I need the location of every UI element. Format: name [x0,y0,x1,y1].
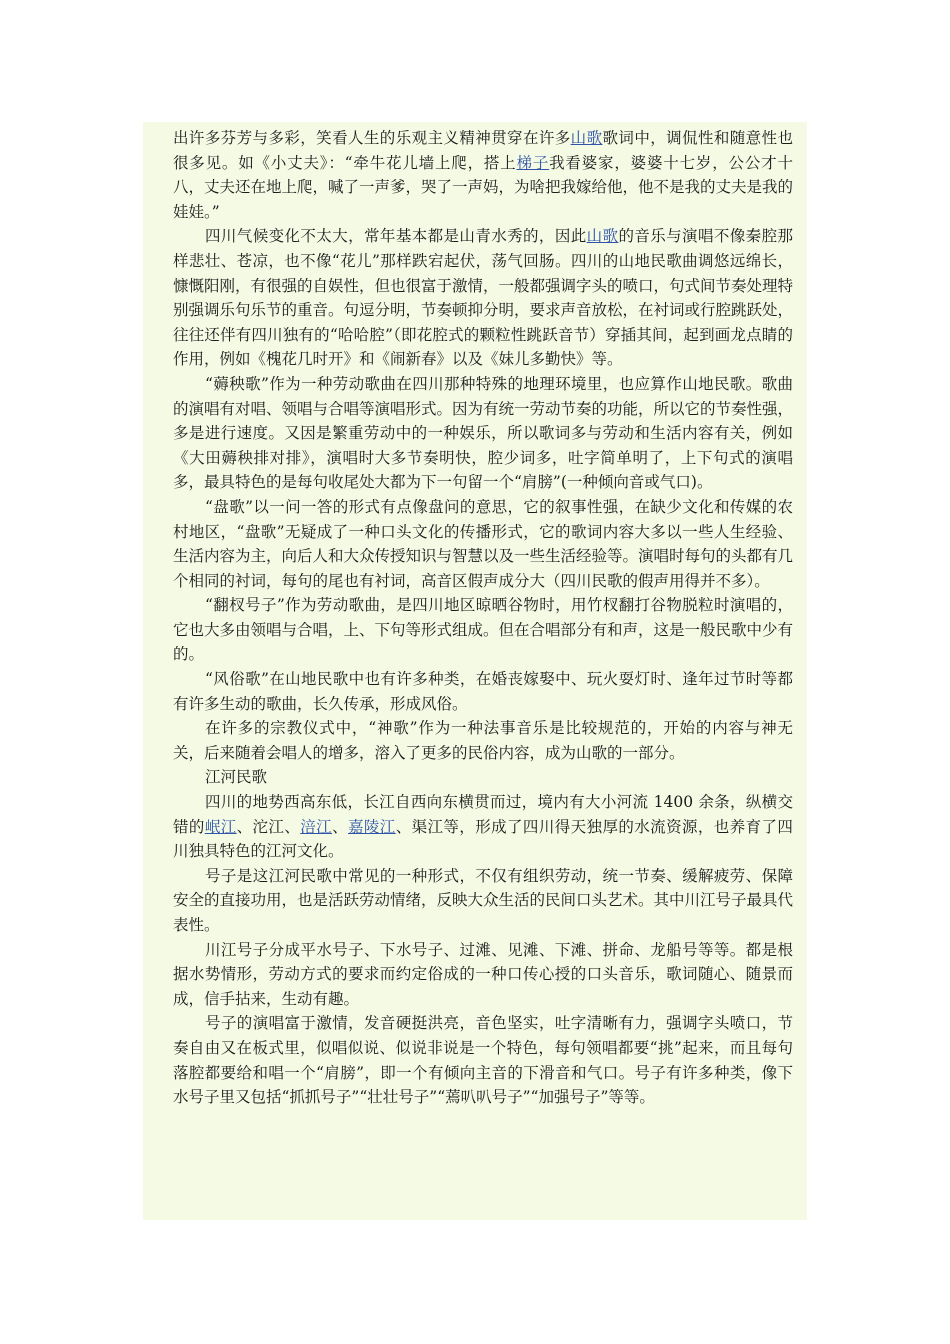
paragraph-haozi-singing: 号子的演唱富于激情，发音硬挺洪亮，音色坚实，吐字清晰有力，强调字头喷口，节奏自由又在板式里，似唱似说、似说非说是一个特色，每句领唱都要“挑”起来，而且每句落腔都要给和唱一个“肩膀”，即一个有倾向主音的下滑音和气口。号子有许多种类，像下水号子里又包括“抓抓号子”“壮壮号子”“蔫叭叭号子”“加强号子”等等。 [173,1014,793,1107]
text-span: 、渠江等，形成了四川得天独厚的水流资源，也养育了四川独具特色的江河文化。 [173,817,793,861]
paragraph-river-geography [173,790,793,864]
section-heading: 江河民歌 [205,768,268,787]
text-span: 出许多芬芳与多彩，笑看人生的乐观主义精神贯穿在许多 [173,129,571,147]
paragraph-sichuan-climate [173,224,793,372]
text-span: 四川的地势西高东低，长江自西向东横贯而过，境内有大小河流 1400 余条，纵横交错的 [173,793,793,836]
text-span: 我看婆家，婆婆十七岁，公公才十八，丈夫还在地上爬，喊了一声爹，哭了一声妈，为啥把我嫁给他，他不是我的丈夫是我的娃娃。” [173,153,794,221]
paragraph-fancha-haozi: “翻杈号子”作为劳动歌曲，是四川地区晾晒谷物时，用竹杈翻打谷物脱粒时演唱的，它也大多由领唱与合唱，上、下句等形式组成。但在合唱部分有和声，这是一般民歌中少有的。 [173,596,794,664]
text-span: 、 [332,817,348,836]
paragraph-folk-humor [173,126,793,224]
paragraph-haozi-intro: 号子是这江河民歌中常见的一种形式，不仅有组织劳动，统一节奏、缓解疲劳、保障安全的直接功用，也是活跃劳动情绪，反映大众生活的民间口头艺术。其中川江号子最具代表性。 [173,866,794,934]
paragraph-fengsu-ge: “风俗歌”在山地民歌中也有许多种类，在婚丧嫁娶中、玩火耍灯时、逢年过节时等都有许多生动的歌曲，长久传承，形成风俗。 [173,670,793,713]
link-jialing-jiang[interactable]: 嘉陵江 [347,817,396,836]
text-span: 歌词中，调侃性和随意性也很多见。如《小丈夫》：“牵牛花儿墙上爬，搭上 [173,129,793,172]
link-ti-zi[interactable]: 梯子 [516,153,550,172]
paragraph-pan-ge: “盘歌”以一问一答的形式有点像盘问的意思，它的叙事性强，在缺少文化和传媒的农村地区，“盘歌”无疑成了一种口头文化的传播形式，它的歌词内容大多以一些人生经验、生活内容为主，向后人和大众传授知识与智慧以及一些生活经验等。演唱时每句的头都有几个相同的衬词，每句的尾也有衬词，高音区假声成分大（四川民歌的假声用得并不多）。 [173,497,794,590]
link-min-jiang[interactable]: 岷江 [204,817,237,836]
link-shan-ge[interactable]: 山歌 [570,129,603,147]
text-span: 、沱江、 [236,817,301,836]
paragraph-chuanjiang-haozi-types: 川江号子分成平水号子、下水号子、过滩、见滩、下滩、拼命、龙船号等等。都是根据水势情形，劳动方式的要求而约定俗成的一种口传心授的口头音乐，歌词随心、随景而成，信手拈来，生动有趣。 [173,940,793,1008]
text-span: 的音乐与演唱不像秦腔那样悲壮、苍凉，也不像“花儿”那样跌宕起伏，荡气回肠。四川的山地民歌曲调悠远绵长，慷慨阳刚，有很强的自娱性，但也很富于激情，一般都强调字头的喷口，句式间节奏处理特别强调乐句乐节的重音。句逗分明，节奏顿抑分明，要求声音放松，在衬词或行腔跳跃处，往往还伴有四川独有的“哈哈腔”（即花腔式的颗粒性跳跃音节）穿插其间，起到画龙点睛的作用，例如《槐花几时开》和《闹新春》以及《妹儿多勤快》等。 [173,227,794,369]
document-text-block [143,122,807,1220]
paragraph-haoyang-ge: “薅秧歌”作为一种劳动歌曲在四川那种特殊的地理环境里，也应算作山地民歌。歌曲的演唱有对唱、领唱与合唱等演唱形式。因为有统一劳动节奏的功能，所以它的节奏性强，多是进行速度。又因是繁重劳动中的一种娱乐，所以歌词多与劳动和生活内容有关，例如《大田薅秧排对排》，演唱时大多节奏明快，腔少词多，吐字简单明了，上下句式的演唱多，最具特色的是每句收尾处大都为下一句留一个“肩膀”(一种倾向音或气口)。 [173,374,794,492]
text-span: 四川气候变化不太大，常年基本都是山青水秀的，因此 [205,227,587,246]
link-fu-jiang[interactable]: 涪江 [300,817,333,836]
paragraph-shen-ge: 在许多的宗教仪式中，“神歌”作为一种法事音乐是比较规范的，开始的内容与神无关，后来随着会唱人的增多，溶入了更多的民俗内容，成为山歌的一部分。 [173,719,793,762]
link-shan-ge[interactable]: 山歌 [586,227,619,246]
